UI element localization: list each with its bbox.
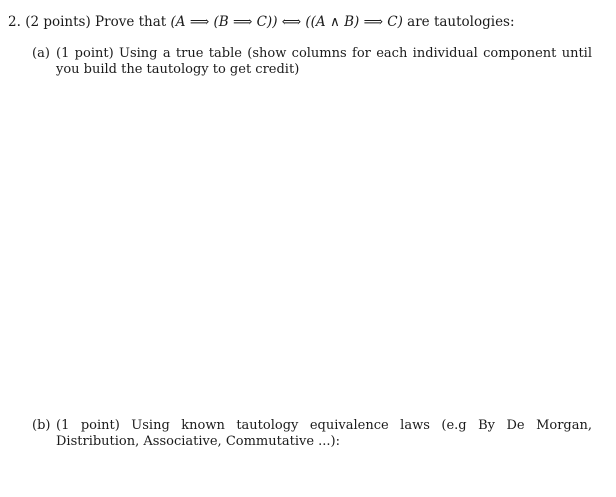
statement-prefix: Prove that xyxy=(95,14,167,30)
part-a xyxy=(32,46,592,78)
problem-statement xyxy=(8,12,515,32)
statement-suffix: are tautologies: xyxy=(407,14,515,30)
part-b xyxy=(32,418,592,450)
logic-formula: (A ⟹ (B ⟹ C)) ⟺ ((A ∧ B) ⟹ C) xyxy=(170,14,403,30)
part-a-label: (a) xyxy=(32,46,50,61)
part-b-text: (1 point) Using known tautology equivalence laws (e.g By De Morgan, Distribution, Associative, Commutative ...): xyxy=(56,418,592,449)
problem-points: (2 points) xyxy=(25,14,91,30)
part-b-label: (b) xyxy=(32,418,51,433)
part-a-text: (1 point) Using a true table (show columns for each individual component until you build the tautology to get credit) xyxy=(56,46,592,77)
problem-number: 2. xyxy=(8,14,21,30)
